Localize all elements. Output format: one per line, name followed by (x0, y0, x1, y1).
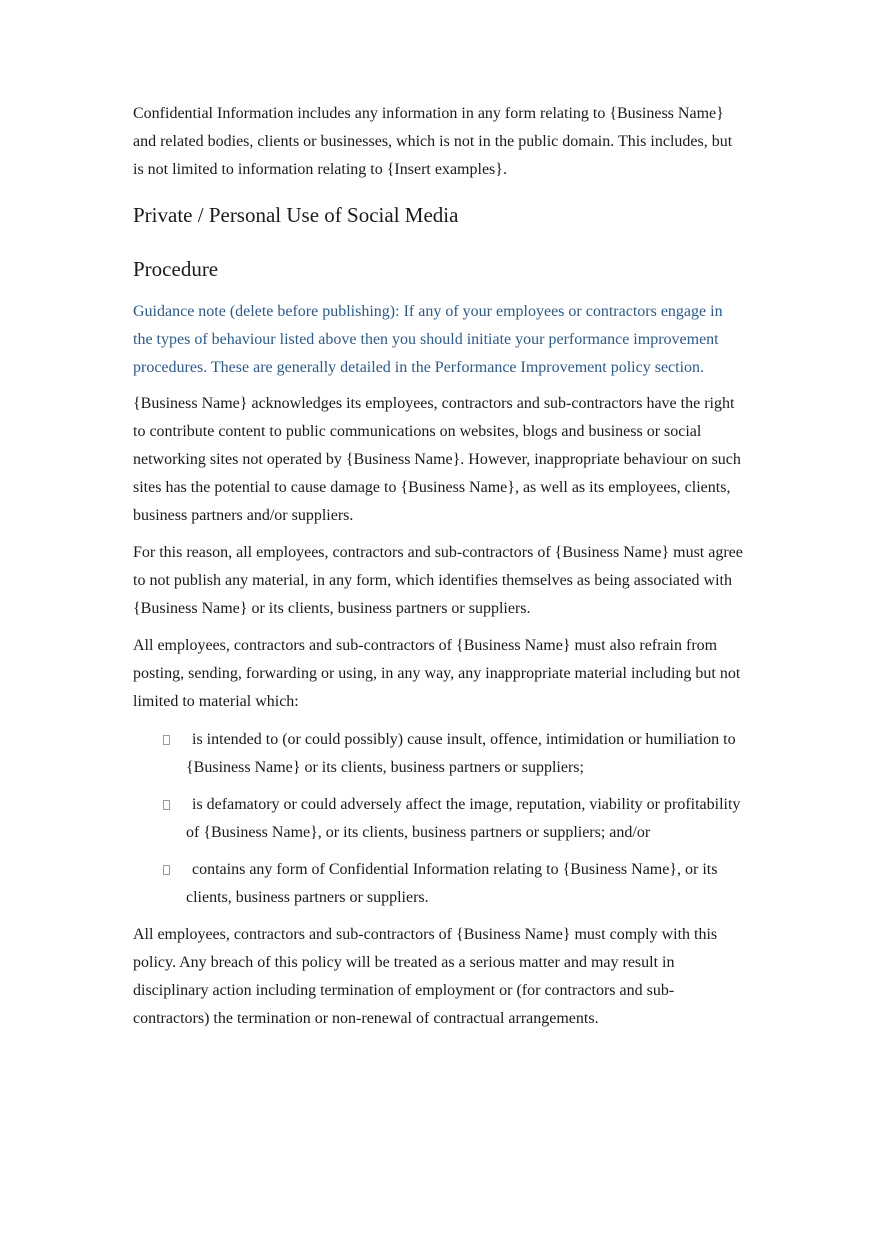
list-item-text: is intended to (or could possibly) cause insult, offence, intimidation or humiliation to {Business Name} or its clients, business partners or suppliers; (186, 731, 736, 776)
paragraph-publishing-restriction: For this reason, all employees, contractors and sub-contractors of {Business Name} must agree to not publish any material, in any form, which identifies themselves as being associated with {Business Name} or its clients, business partners or suppliers. (133, 544, 743, 617)
guidance-note: Guidance note (delete before publishing): If any of your employees or contractors engage in the types of behaviour listed above then you should initiate your performance improvement procedures. These are generally detailed in the Performance Improvement policy section. (133, 303, 723, 376)
bullet-box-icon (163, 800, 170, 810)
list-item-text: contains any form of Confidential Information relating to {Business Name}, or its clients, business partners or suppliers. (186, 861, 718, 906)
list-item (133, 791, 743, 847)
document-page (133, 100, 743, 1033)
section-heading-private-use: Private / Personal Use of Social Media (133, 203, 459, 227)
bullet-box-icon (163, 865, 170, 875)
list-item (133, 856, 743, 912)
intro-paragraph: Confidential Information includes any information in any form relating to {Business Name} and related bodies, clients or businesses, which is not in the public domain. This includes, but is not limited to information relating to {Insert examples}. (133, 105, 733, 178)
bullet-list (133, 726, 743, 912)
section-heading-procedure: Procedure (133, 257, 219, 281)
paragraph-acknowledgement: {Business Name} acknowledges its employees, contractors and sub-contractors have the right to contribute content to public communications on websites, blogs and business or social networking sites not operated by {Business Name}. However, inappropriate behaviour on such sites has the potential to cause damage to {Business Name}, as well as its employees, clients, business partners and/or suppliers. (133, 395, 741, 524)
list-item (133, 726, 743, 782)
bullet-box-icon (163, 735, 170, 745)
list-item-text: is defamatory or could adversely affect the image, reputation, viability or profitability of {Business Name}, or its clients, business partners or suppliers; and/or (186, 796, 741, 841)
paragraph-inappropriate-material: All employees, contractors and sub-contractors of {Business Name} must also refrain from posting, sending, forwarding or using, in any way, any inappropriate material including but not limited to material which: (133, 637, 741, 710)
closing-paragraph: All employees, contractors and sub-contractors of {Business Name} must comply with this policy. Any breach of this policy will be treated as a serious matter and may result in disciplinary action including termination of employment or (for contractors and sub-contractors) the termination or non-renewal of contractual arrangements. (133, 926, 718, 1027)
